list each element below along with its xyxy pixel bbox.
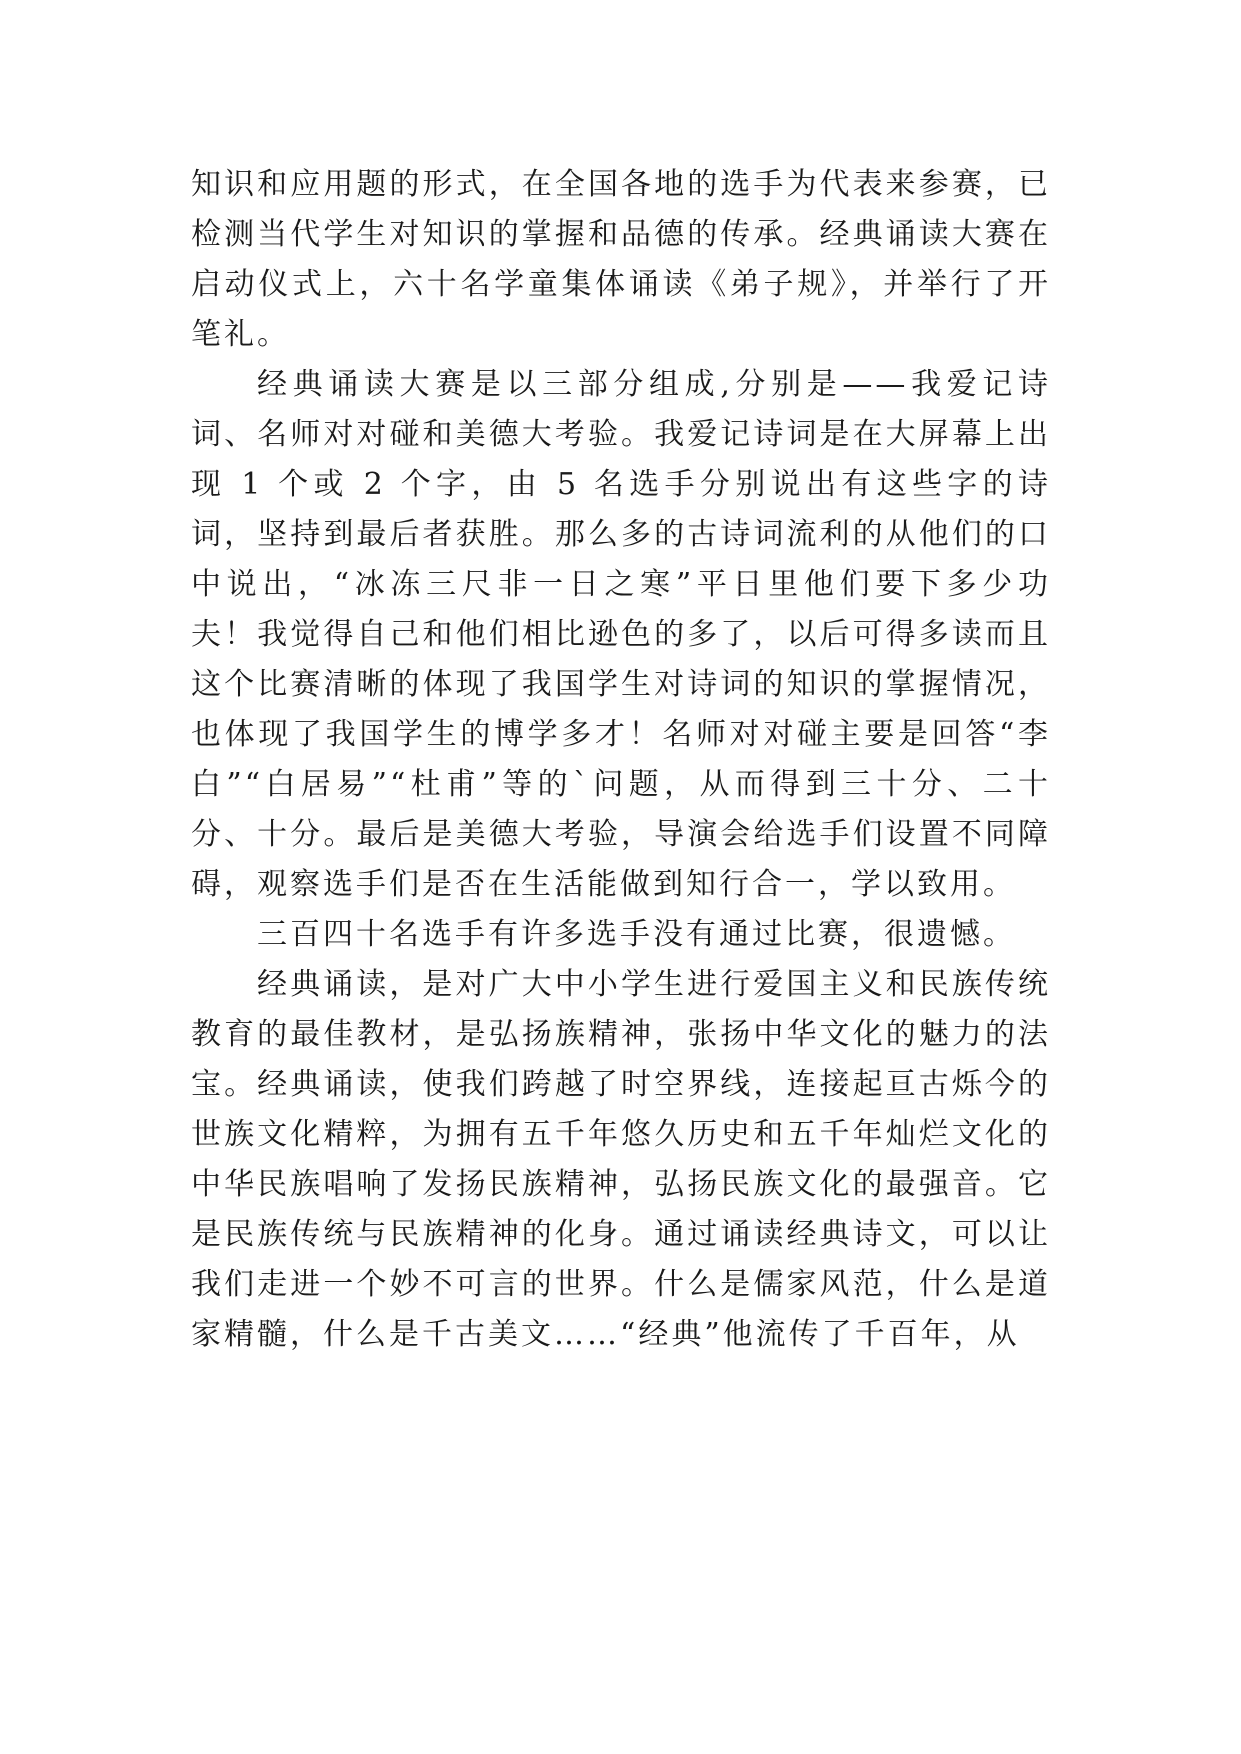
paragraph-2: 经典诵读大赛是以三部分组成,分别是——我爱记诗词、名师对对碰和美德大考验。我爱记诗词是在大屏幕上出现 1 个或 2 个字，由 5 名选手分别说出有这些字的诗词，坚持到最后者获胜。那么多的古诗词流利的从他们的口中说出，“冰冻三尺非一日之寒”平日里他们要下多少功夫！我觉得自己和他们相比逊色的多了，以后可得多读而且这个比赛清晰的体现了我国学生对诗词的知识的掌握情况，也体现了我国学生的博学多才！名师对对碰主要是回答“李白”“白居易”“杜甫”等的`问题，从而得到三十分、二十分、十分。最后是美德大考验，导演会给选手们设置不同障碍，观察选手们是否在生活能做到知行合一，学以致用。: [191, 367, 1051, 902]
document-body: [191, 160, 1051, 1360]
paragraph-3: 三百四十名选手有许多选手没有通过比赛，很遗憾。: [257, 917, 1016, 952]
paragraph-4: 经典诵读，是对广大中小学生进行爱国主义和民族传统教育的最佳教材，是弘扬族精神，张扬中华文化的魅力的法宝。经典诵读，使我们跨越了时空界线，连接起亘古烁今的世族文化精粹，为拥有五千年悠久历史和五千年灿烂文化的中华民族唱响了发扬民族精神，弘扬民族文化的最强音。它是民族传统与民族精神的化身。通过诵读经典诗文，可以让我们走进一个妙不可言的世界。什么是儒家风范，什么是道家精髓，什么是千古美文……“经典”他流传了千百年，从: [191, 967, 1051, 1352]
paragraph-1: 知识和应用题的形式，在全国各地的选手为代表来参赛，已检测当代学生对知识的掌握和品德的传承。经典诵读大赛在启动仪式上，六十名学童集体诵读《弟子规》，并举行了开笔礼。: [191, 167, 1051, 352]
